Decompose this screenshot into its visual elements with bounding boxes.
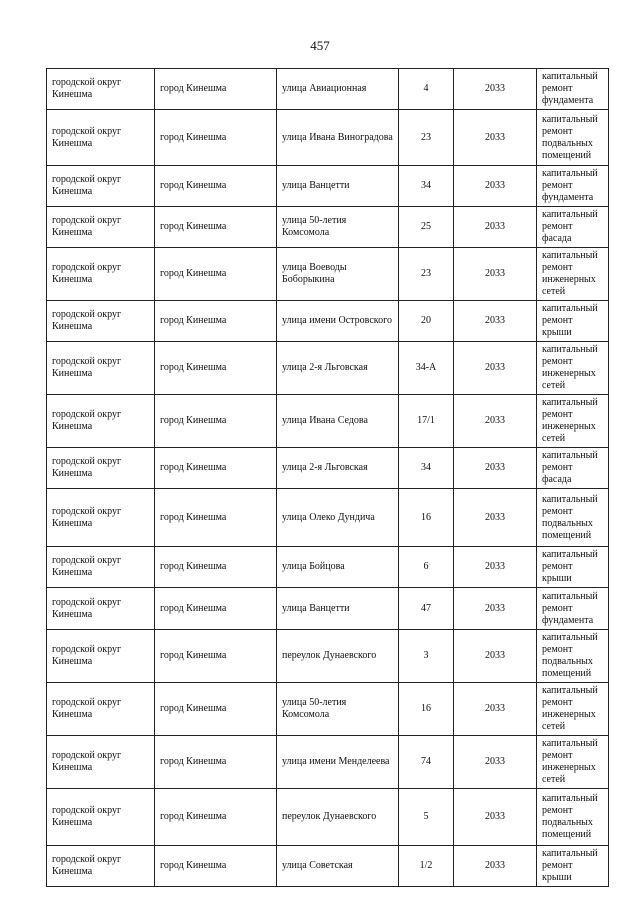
cell-city: город Кинешма bbox=[155, 166, 277, 207]
cell-year: 2033 bbox=[454, 489, 537, 547]
cell-city: город Кинешма bbox=[155, 395, 277, 448]
table-row bbox=[47, 69, 609, 110]
cell-work-type: капитальный ремонт фундамента bbox=[537, 69, 609, 110]
cell-okrug: городской округ Кинешма bbox=[47, 248, 155, 301]
cell-city: город Кинешма bbox=[155, 846, 277, 887]
cell-city: город Кинешма bbox=[155, 248, 277, 301]
table-row bbox=[47, 248, 609, 301]
cell-work-type: капитальный ремонт фундамента bbox=[537, 588, 609, 630]
cell-street: улица 50-летия Комсомола bbox=[277, 683, 399, 736]
cell-year: 2033 bbox=[454, 789, 537, 846]
cell-street: улица Олеко Дундича bbox=[277, 489, 399, 547]
table-row bbox=[47, 547, 609, 588]
cell-city: город Кинешма bbox=[155, 489, 277, 547]
cell-year: 2033 bbox=[454, 110, 537, 166]
cell-house-number: 23 bbox=[399, 248, 454, 301]
cell-street: улица Ванцетти bbox=[277, 166, 399, 207]
cell-house-number: 4 bbox=[399, 69, 454, 110]
cell-year: 2033 bbox=[454, 630, 537, 683]
cell-house-number: 34 bbox=[399, 166, 454, 207]
table-row bbox=[47, 395, 609, 448]
cell-street: улица имени Островского bbox=[277, 301, 399, 342]
cell-year: 2033 bbox=[454, 207, 537, 248]
cell-city: город Кинешма bbox=[155, 630, 277, 683]
cell-street: улица Авиационная bbox=[277, 69, 399, 110]
cell-year: 2033 bbox=[454, 69, 537, 110]
cell-year: 2033 bbox=[454, 301, 537, 342]
cell-year: 2033 bbox=[454, 342, 537, 395]
cell-work-type: капитальный ремонт инженерных сетей bbox=[537, 395, 609, 448]
cell-house-number: 16 bbox=[399, 489, 454, 547]
cell-city: город Кинешма bbox=[155, 736, 277, 789]
table-row bbox=[47, 110, 609, 166]
cell-work-type: капитальный ремонт крыши bbox=[537, 301, 609, 342]
cell-work-type: капитальный ремонт крыши bbox=[537, 846, 609, 887]
table-row bbox=[47, 588, 609, 630]
cell-year: 2033 bbox=[454, 683, 537, 736]
cell-work-type: капитальный ремонт подвальных помещений bbox=[537, 630, 609, 683]
cell-year: 2033 bbox=[454, 588, 537, 630]
cell-city: город Кинешма bbox=[155, 789, 277, 846]
cell-okrug: городской округ Кинешма bbox=[47, 683, 155, 736]
cell-house-number: 3 bbox=[399, 630, 454, 683]
cell-street: улица 50-летия Комсомола bbox=[277, 207, 399, 248]
cell-year: 2033 bbox=[454, 395, 537, 448]
cell-work-type: капитальный ремонт инженерных сетей bbox=[537, 342, 609, 395]
cell-okrug: городской округ Кинешма bbox=[47, 789, 155, 846]
cell-city: город Кинешма bbox=[155, 342, 277, 395]
cell-street: улица 2-я Льговская bbox=[277, 448, 399, 489]
cell-street: улица Ивана Виноградова bbox=[277, 110, 399, 166]
cell-work-type: капитальный ремонт крыши bbox=[537, 547, 609, 588]
cell-okrug: городской округ Кинешма bbox=[47, 736, 155, 789]
cell-okrug: городской округ Кинешма bbox=[47, 395, 155, 448]
cell-work-type: капитальный ремонт инженерных сетей bbox=[537, 683, 609, 736]
cell-street: переулок Дунаевского bbox=[277, 630, 399, 683]
cell-work-type: капитальный ремонт фундамента bbox=[537, 166, 609, 207]
cell-city: город Кинешма bbox=[155, 547, 277, 588]
cell-okrug: городской округ Кинешма bbox=[47, 588, 155, 630]
cell-okrug: городской округ Кинешма bbox=[47, 489, 155, 547]
cell-city: город Кинешма bbox=[155, 207, 277, 248]
cell-work-type: капитальный ремонт подвальных помещений bbox=[537, 489, 609, 547]
cell-okrug: городской округ Кинешма bbox=[47, 342, 155, 395]
cell-house-number: 20 bbox=[399, 301, 454, 342]
table-row bbox=[47, 448, 609, 489]
cell-work-type: капитальный ремонт фасада bbox=[537, 207, 609, 248]
cell-house-number: 5 bbox=[399, 789, 454, 846]
table-row bbox=[47, 342, 609, 395]
table-row bbox=[47, 683, 609, 736]
cell-okrug: городской округ Кинешма bbox=[47, 547, 155, 588]
cell-city: город Кинешма bbox=[155, 588, 277, 630]
cell-work-type: капитальный ремонт подвальных помещений bbox=[537, 110, 609, 166]
cell-year: 2033 bbox=[454, 448, 537, 489]
cell-city: город Кинешма bbox=[155, 69, 277, 110]
cell-house-number: 47 bbox=[399, 588, 454, 630]
cell-year: 2033 bbox=[454, 846, 537, 887]
cell-okrug: городской округ Кинешма bbox=[47, 846, 155, 887]
cell-work-type: капитальный ремонт инженерных сетей bbox=[537, 248, 609, 301]
cell-city: город Кинешма bbox=[155, 301, 277, 342]
cell-house-number: 74 bbox=[399, 736, 454, 789]
cell-year: 2033 bbox=[454, 736, 537, 789]
cell-street: улица Воеводы Боборыкина bbox=[277, 248, 399, 301]
cell-work-type: капитальный ремонт подвальных помещений bbox=[537, 789, 609, 846]
cell-city: город Кинешма bbox=[155, 683, 277, 736]
cell-okrug: городской округ Кинешма bbox=[47, 301, 155, 342]
cell-street: улица Ивана Седова bbox=[277, 395, 399, 448]
table-row bbox=[47, 846, 609, 887]
cell-street: улица имени Менделеева bbox=[277, 736, 399, 789]
cell-okrug: городской округ Кинешма bbox=[47, 69, 155, 110]
table-row bbox=[47, 166, 609, 207]
cell-house-number: 1/2 bbox=[399, 846, 454, 887]
cell-okrug: городской округ Кинешма bbox=[47, 207, 155, 248]
cell-year: 2033 bbox=[454, 248, 537, 301]
cell-house-number: 25 bbox=[399, 207, 454, 248]
cell-house-number: 16 bbox=[399, 683, 454, 736]
cell-okrug: городской округ Кинешма bbox=[47, 110, 155, 166]
table-row bbox=[47, 489, 609, 547]
cell-street: улица Ванцетти bbox=[277, 588, 399, 630]
cell-work-type: капитальный ремонт инженерных сетей bbox=[537, 736, 609, 789]
cell-okrug: городской округ Кинешма bbox=[47, 166, 155, 207]
cell-house-number: 23 bbox=[399, 110, 454, 166]
table-row bbox=[47, 207, 609, 248]
cell-city: город Кинешма bbox=[155, 110, 277, 166]
page-number: 457 bbox=[310, 38, 330, 53]
cell-okrug: городской округ Кинешма bbox=[47, 630, 155, 683]
cell-house-number: 6 bbox=[399, 547, 454, 588]
table-row bbox=[47, 301, 609, 342]
cell-year: 2033 bbox=[454, 166, 537, 207]
cell-street: улица Советская bbox=[277, 846, 399, 887]
cell-house-number: 34 bbox=[399, 448, 454, 489]
cell-city: город Кинешма bbox=[155, 448, 277, 489]
cell-year: 2033 bbox=[454, 547, 537, 588]
table-row bbox=[47, 736, 609, 789]
table-row bbox=[47, 630, 609, 683]
cell-street: переулок Дунаевского bbox=[277, 789, 399, 846]
repair-schedule-table bbox=[46, 68, 609, 887]
cell-okrug: городской округ Кинешма bbox=[47, 448, 155, 489]
cell-work-type: капитальный ремонт фасада bbox=[537, 448, 609, 489]
table-body bbox=[47, 69, 609, 887]
cell-street: улица Бойцова bbox=[277, 547, 399, 588]
cell-street: улица 2-я Льговская bbox=[277, 342, 399, 395]
cell-house-number: 34-А bbox=[399, 342, 454, 395]
table-row bbox=[47, 789, 609, 846]
cell-house-number: 17/1 bbox=[399, 395, 454, 448]
